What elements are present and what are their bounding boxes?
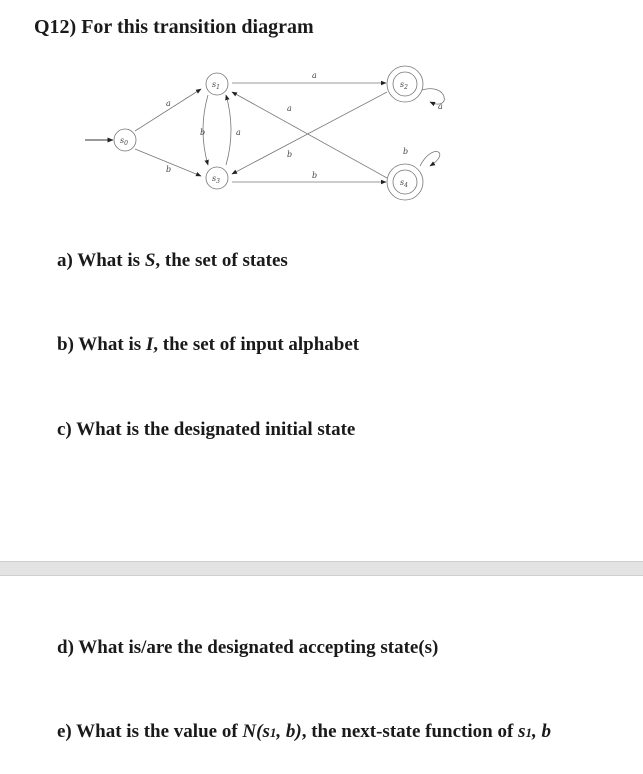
svg-text:s1: $s_1$ xyxy=(212,80,220,91)
svg-text:s2: $s_2$ xyxy=(400,80,408,91)
label-s4-s1: a xyxy=(287,104,292,113)
part-e: e) What is the value of N(s1, b), the next-state function of s1, b xyxy=(57,721,551,742)
loop-s4 xyxy=(420,152,440,166)
transition-diagram xyxy=(80,62,460,212)
part-a: a) What is S, the set of states xyxy=(57,250,288,271)
state-s1 xyxy=(206,73,228,95)
label-loop-s4: b xyxy=(403,147,409,156)
label-s1-s3: b xyxy=(200,128,206,137)
svg-text:s4: $s_4$ xyxy=(400,178,408,189)
svg-text:s3: $s_3$ xyxy=(212,174,220,185)
part-b: b) What is I, the set of input alphabet xyxy=(57,334,360,355)
page-divider xyxy=(0,561,643,576)
state-s0 xyxy=(114,129,136,151)
part-c: c) What is the designated initial state xyxy=(57,419,356,440)
question-title: Q12) For this transition diagram xyxy=(34,16,314,38)
label-s2-s3: b xyxy=(287,150,293,159)
svg-text:s0: $s_0$ xyxy=(120,136,128,147)
label-s0-s1: a xyxy=(166,99,171,108)
label-loop-s2: a xyxy=(438,102,443,111)
label-s3-s4: b xyxy=(312,171,318,180)
part-d: d) What is/are the designated accepting state(s) xyxy=(57,637,439,658)
edge-s2-s3 xyxy=(232,92,387,174)
label-s3-s1: a xyxy=(236,128,241,137)
state-s4 xyxy=(387,164,423,200)
edge-s3-s1 xyxy=(226,95,231,165)
edge-s4-s1 xyxy=(232,92,387,178)
state-s3 xyxy=(206,167,228,189)
label-s0-s3: b xyxy=(166,165,172,174)
state-s2 xyxy=(387,66,423,102)
edge-s0-s1 xyxy=(135,89,201,131)
label-s1-s2: a xyxy=(312,71,317,80)
